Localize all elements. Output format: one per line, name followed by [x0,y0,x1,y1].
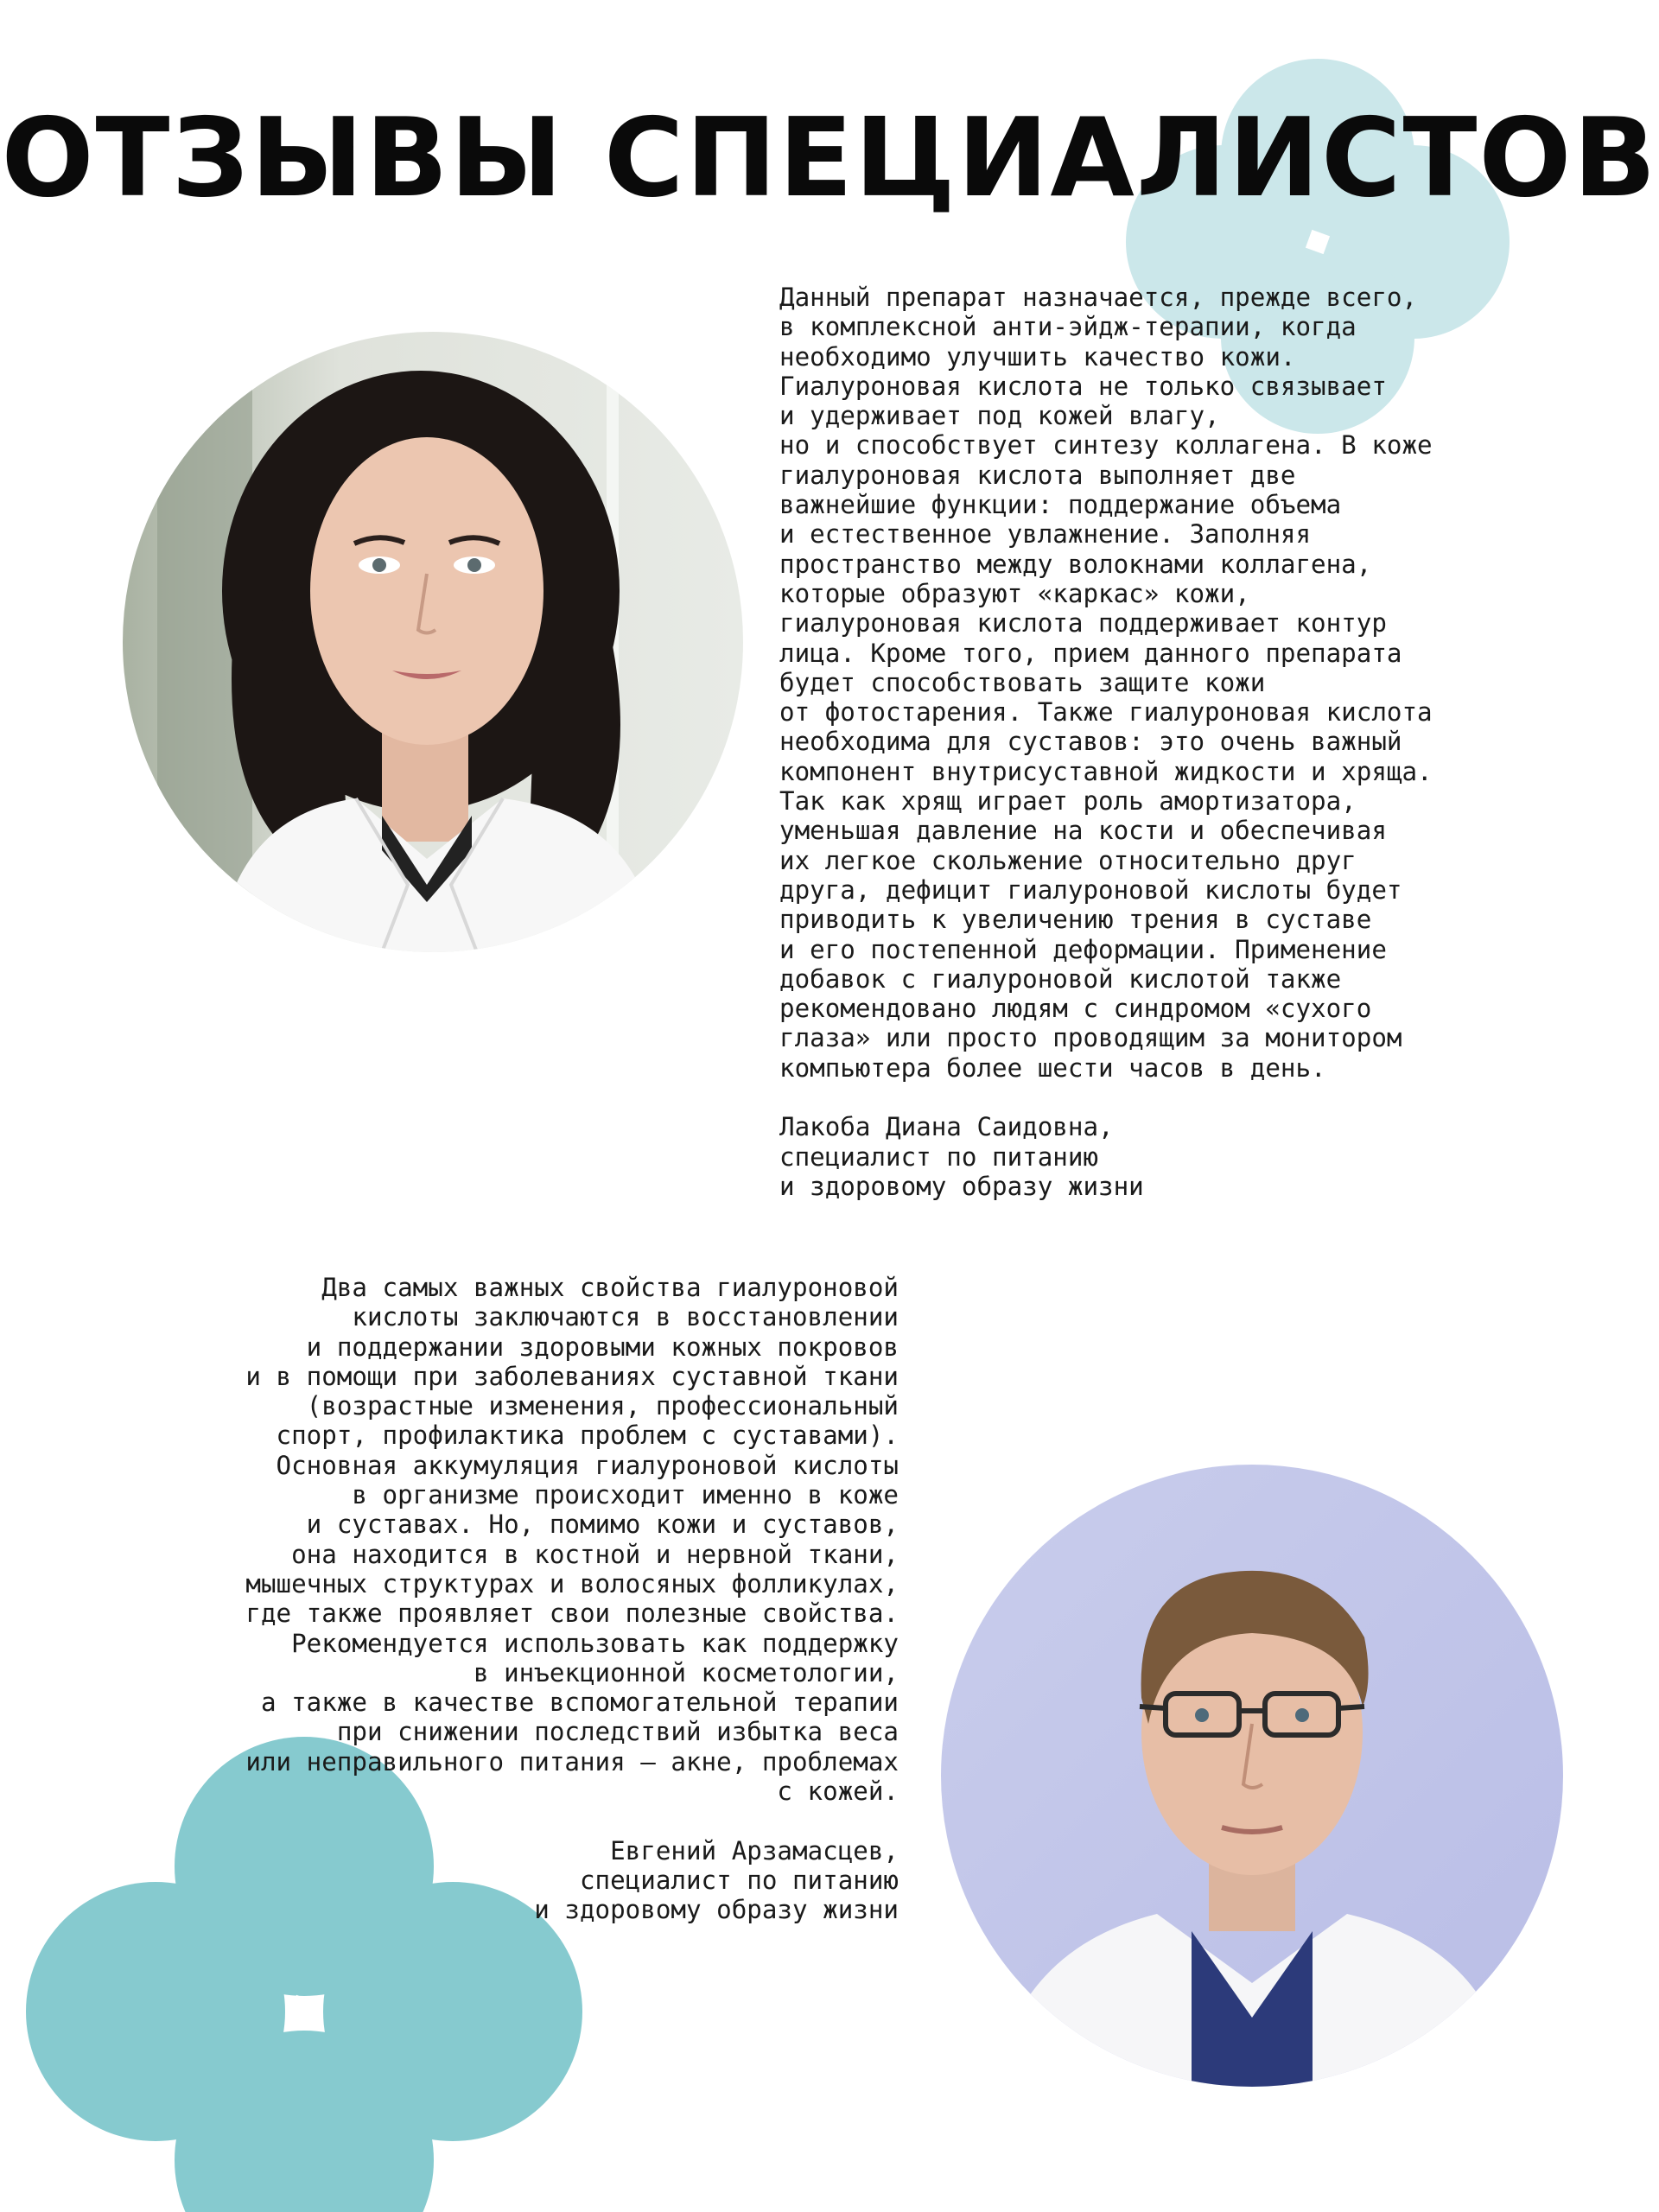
review-line: и в помощи при заболеваниях суставной ткани [245,1361,899,1391]
review-line: в инъекционной косметологии, [473,1657,899,1688]
review-2-text [95,1273,899,1925]
review-line: компонент внутрисуставной жидкости и хряща. [779,756,1433,786]
review-2-body [95,1273,899,1806]
review-2-role-line-2: и здоровому образу жизни [534,1895,899,1925]
review-1-author: Лакоба Диана Саидовна, [779,1112,1114,1142]
review-line: гиалуроновая кислота выполняет две [779,460,1296,490]
review-line: рекомендовано людям с синдромом «сухого [779,994,1372,1024]
review-line: Два самых важных свойства гиалуроновой [321,1273,899,1302]
review-line: важнейшие функции: поддержание объема [779,490,1342,520]
review-line: (возрастные изменения, профессиональный [306,1391,899,1421]
review-line: друга, дефицит гиалуроновой кислоты будет [779,874,1402,905]
review-line: лица. Кроме того, прием данного препарата [779,638,1402,668]
review-1-role-line-1: специалист по питанию [779,1141,1099,1172]
review-line: глаза» или просто проводящим за монитором [779,1023,1402,1053]
review-line: кислоты заключаются в восстановлении [352,1302,899,1332]
review-line: их легкое скольжение относительно друг [779,845,1357,875]
review-line: которые образуют «каркас» кожи, [779,578,1250,608]
review-line: спорт, профилактика проблем с суставами). [276,1421,899,1451]
review-line: добавок с гиалуроновой кислотой также [779,963,1342,994]
review-line: необходима для суставов: это очень важный [779,727,1402,757]
page-title: ОТЗЫВЫ СПЕЦИАЛИСТОВ [1,94,1658,221]
review-line: уменьшая давление на кости и обеспечивая [779,816,1387,846]
review-line: при снижении последствий избытка веса [336,1717,899,1747]
review-line: Гиалуроновая кислота не только связывает [779,371,1387,401]
review-line: Данный препарат назначается, прежде всего, [779,283,1418,312]
review-line: и естественное увлажнение. Заполняя [779,519,1312,550]
review-line: Так как хрящ играет роль амортизатора, [779,786,1357,817]
review-1-role-line-2: и здоровому образу жизни [779,1171,1144,1201]
specialist-photo-2 [941,1465,1563,2087]
review-line: но и способствует синтезу коллагена. В коже [779,430,1433,461]
review-line: в комплексной анти-эйдж-терапии, когда [779,312,1357,342]
review-2-role-line-1: специалист по питанию [579,1865,899,1895]
review-1-body [779,283,1643,1083]
review-line: пространство между волокнами коллагена, [779,549,1372,579]
review-line: она находится в костной и нервной ткани, [291,1539,899,1569]
review-line: от фотостарения. Также гиалуроновая кислота [779,697,1433,728]
review-line: в организме происходит именно в коже [352,1480,899,1510]
review-line: и удерживает под кожей влагу, [779,401,1220,431]
review-2-author: Евгений Арзамасцев, [610,1835,899,1866]
review-line: будет способствовать защите кожи [779,667,1266,697]
review-line: Основная аккумуляция гиалуроновой кислоты [276,1450,899,1480]
review-line: и поддержании здоровыми кожных покровов [306,1332,899,1362]
review-line: необходимо улучшить качество кожи. [779,341,1296,372]
review-line: приводить к увеличению трения в суставе [779,905,1372,935]
review-line: гиалуроновая кислота поддерживает контур [779,608,1387,639]
review-1-text [779,283,1643,1201]
review-line: а также в качестве вспомогательной терапии [260,1688,899,1718]
review-line: где также проявляет свои полезные свойства. [245,1599,899,1629]
review-line: компьютера более шести часов в день. [779,1052,1326,1083]
review-line: мышечных структурах и волосяных фолликулах, [245,1568,899,1599]
review-line: и суставах. Но, помимо кожи и суставов, [306,1510,899,1540]
review-line: и его постепенной деформации. Применение [779,934,1387,964]
review-line: или неправильного питания — акне, проблемах [245,1746,899,1777]
review-line: с кожей. [777,1777,899,1807]
review-line: Рекомендуется использовать как поддержку [291,1628,899,1658]
specialist-photo-1 [123,332,743,952]
